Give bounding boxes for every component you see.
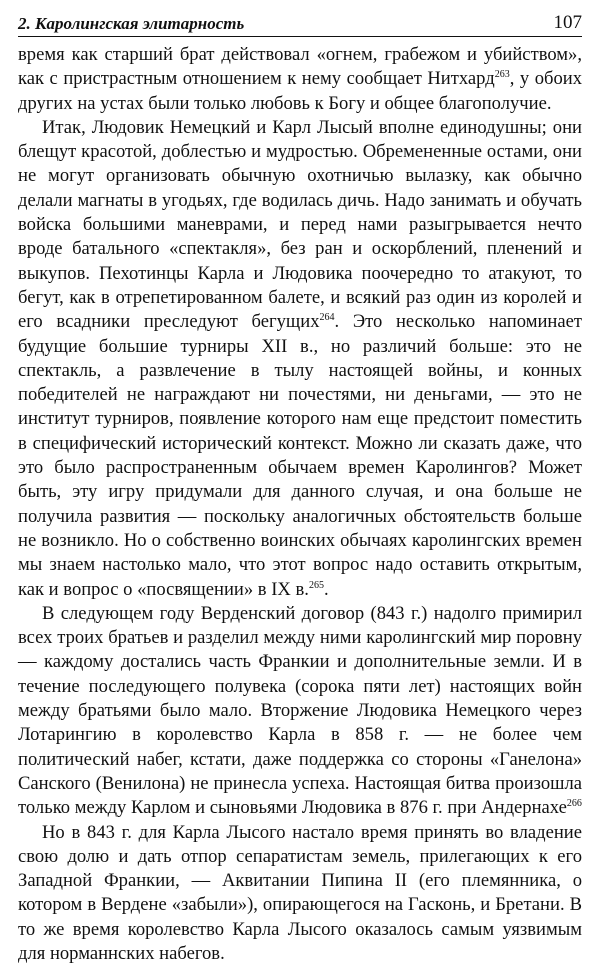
footnote-ref-264: 264 xyxy=(320,312,335,323)
text-run: , у обоих других на устах были только любовь к Богу и общее благополучие. xyxy=(18,68,582,113)
text-run: В следующем году Верденский договор (843 г.) надолго примирил всех троих братьев и разделил между ними каролингский мир поровну — каждому достались часть Франкии и дополнительные земли. И в течение последующего полувека (сорока пяти лет) настоящих войн между братьями было мало. Вторжение Людовика Немецкого через Лотарингию в королевство Карла в 858 г. — не более чем политический набег, кстати, даже поддержка со стороны «Ганелона» Санского (Венилона) не принесла успеха. Настоящая битва произошла только между Карлом и сыновьями Людовика в 876 г. при Андернахе xyxy=(18,603,582,818)
paragraph-1 xyxy=(18,43,582,116)
text-run: Итак, Людовик Немецкий и Карл Лысый вполне единодушны; они блещут красотой, доблестью и мудростью. Обремененные остами, они не могут организовать обычную охотничью вылазку, как обычно делали магнаты в угодьях, где водилась дичь. Надо занимать и обучать войска большими маневрами, и перед нами разыгрывается нечто вроде батального «спектакля», без ран и оскорблений, пленений и выкупов. Пехотинцы Карла и Людовика поочередно то атакуют, то бегут, как в отрепетированном балете, и всякий раз один из королей и его всадники преследуют бегущих xyxy=(18,117,582,332)
paragraph-4 xyxy=(18,821,582,966)
footnote-ref-266: 266 xyxy=(567,798,582,809)
paragraph-2 xyxy=(18,116,582,602)
text-run: время как старший брат действовал «огнем, грабежом и убийством», как с пристрастным отношением к нему сообщает Нитхард xyxy=(18,44,582,89)
body-text xyxy=(18,43,582,966)
text-run: Но в 843 г. для Карла Лысого настало время принять во владение свою долю и дать отпор сепаратистам земель, прилегающих к его Западной Франкии, — Аквитании Пипина II (его племянника, о котором в Вердене «забыли»), опирающегося на Гасконь, и Бретани. В то же время королевство Карла Лысого оказалось самым уязвимым для норманнских набегов. xyxy=(18,822,582,964)
text-run: . Это несколько напоминает будущие большие турниры XII в., но различий больше: это не спектакль, а развлечение в тылу настоящей войны, и конных победителей не награждают ни почестями, ни деньгами, — это не институт турниров, появление которого нам еще предстоит поместить в специфический исторический контекст. Можно ли сказать даже, что это было распространенным обычаем времен Каролингов? Может быть, эту игру придумали для данного случая, и она больше не получила развития — поскольку аналогичных обстоятельств больше не возникло. Но о собственно воинских обычаях каролингских времен мы знаем настолько мало, что этот вопрос надо оставить открытым, как и вопрос о «посвящении» в IX в. xyxy=(18,311,582,599)
running-header xyxy=(18,8,582,37)
paragraph-3 xyxy=(18,602,582,821)
text-run: . xyxy=(324,579,329,600)
running-title: 2. Каролингская элитарность xyxy=(18,14,244,34)
footnote-ref-263: 263 xyxy=(495,69,510,80)
footnote-ref-265: 265 xyxy=(309,579,324,590)
page-number: 107 xyxy=(554,12,583,34)
